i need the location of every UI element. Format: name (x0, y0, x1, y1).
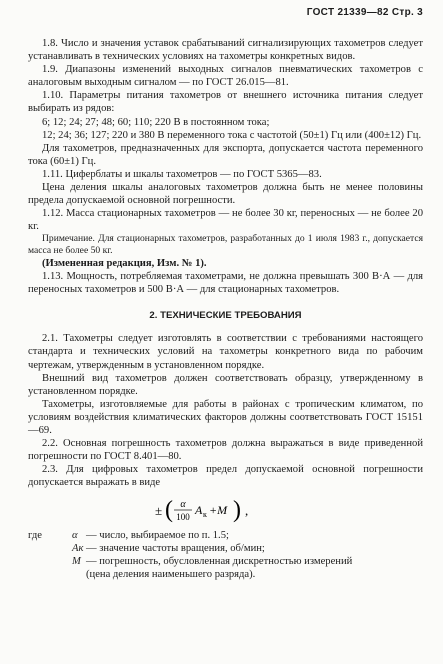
clause-2-3: 2.3. Для цифровых тахометров предел допускаемой основной погрешности допускается выражать в виде (28, 464, 423, 489)
definition-alpha (28, 529, 423, 542)
formula-numerator: α (179, 498, 186, 510)
clause-2-2: 2.2. Основная погрешность тахометров должна выражаться в виде приведенной погрешности по ГОСТ 8.401—80. (28, 438, 423, 463)
appearance-text: Внешний вид тахометров должен соответствовать образцу, утвержденному в установленном порядке. (28, 372, 423, 397)
voltage-ac-list: 12; 24; 36; 127; 220 и 380 В переменного тока с частотой (50±1) Гц или (400±12) Гц. (42, 129, 422, 141)
formula-open-paren: ( (164, 496, 173, 523)
page-header: ГОСТ 21339—82 Стр. 3 (306, 7, 423, 18)
clause-1-12: 1.12. Масса стационарных тахометров — не более 30 кг, переносных — не более 20 кг. (28, 208, 423, 233)
scale-division-text: Цена деления шкалы аналоговых тахометров должна быть не менее половины предела допускаемой основной погрешности. (28, 182, 423, 207)
definition-lead (28, 542, 72, 555)
definition-symbol: α (72, 529, 78, 541)
definition-lead (28, 555, 72, 568)
definition-continuation: (цена деления наименьшего разряда). (86, 568, 256, 580)
amendment-note: (Измененная редакция, Изм. № 1). (42, 258, 207, 269)
definition-text: — погрешность, обусловленная дискретностью измерений (86, 555, 353, 567)
mass-note: Примечание. Для стационарных тахометров, разработанных до 1 июля 1983 г., допускается масса не более 50 кг. (28, 233, 423, 257)
formula-a-subscript: к (202, 509, 207, 519)
definition-lead: где (28, 529, 42, 541)
formula-a-symbol: A (194, 502, 202, 517)
formula-plus-m: +M (208, 502, 227, 517)
formula-trailing-comma: , (244, 502, 248, 518)
clause-1-10: 1.10. Параметры питания тахометров от внешнего источника питания следует выбирать из рядов: (28, 90, 423, 115)
definition-m (28, 555, 423, 568)
definition-ak (28, 542, 423, 555)
definition-symbol: Aк (72, 542, 84, 554)
error-formula (28, 496, 423, 526)
export-frequency-note: Для тахометров, предназначенных для экспорта, допускается частота переменного тока (60±1) Гц. (28, 142, 423, 167)
clause-1-9: 1.9. Диапазоны изменений выходных сигналов пневматических тахометров с аналоговым выходным сигналом — по ГОСТ 26.015—81. (28, 64, 423, 89)
formula-close-paren: ) (232, 496, 241, 523)
formula-svg (151, 496, 301, 526)
voltage-dc-list: 6; 12; 24; 27; 48; 60; 110; 220 В в постоянном тока; (42, 116, 270, 128)
definition-text: — значение частоты вращения, об/мин; (86, 542, 265, 554)
document-body (28, 37, 423, 581)
section-title: 2. ТЕХНИЧЕСКИЕ ТРЕБОВАНИЯ (149, 310, 302, 322)
clause-1-8: 1.8. Число и значения уставок срабатываний сигнализирующих тахометров следует устанавливать в технических условиях на тахометры конкретных видов. (28, 38, 423, 63)
definition-text: — число, выбираемое по п. 1.5; (86, 529, 229, 541)
clause-1-11: 1.11. Циферблаты и шкалы тахометров — по ГОСТ 5365—83. (42, 168, 322, 180)
formula-pm: ± (154, 502, 162, 518)
tropical-climate-text: Тахометры, изготовляемые для работы в районах с тропическим климатом, по условиям воздействия климатических факторов должны соответствовать ГОСТ 15151—69. (28, 398, 423, 437)
formula-denominator: 100 (175, 511, 190, 522)
clause-1-13: 1.13. Мощность, потребляемая тахометрами, не должна превышать 300 В·А — для переносных тахометров и 500 В·А — для стационарных тахометров. (28, 271, 423, 296)
clause-2-1: 2.1. Тахометры следует изготовлять в соответствии с требованиями настоящего стандарта и технических условий на тахометры конкретного вида по рабочим чертежам, утвержденным в установленном порядке. (28, 333, 423, 371)
definition-symbol: M (72, 555, 81, 567)
